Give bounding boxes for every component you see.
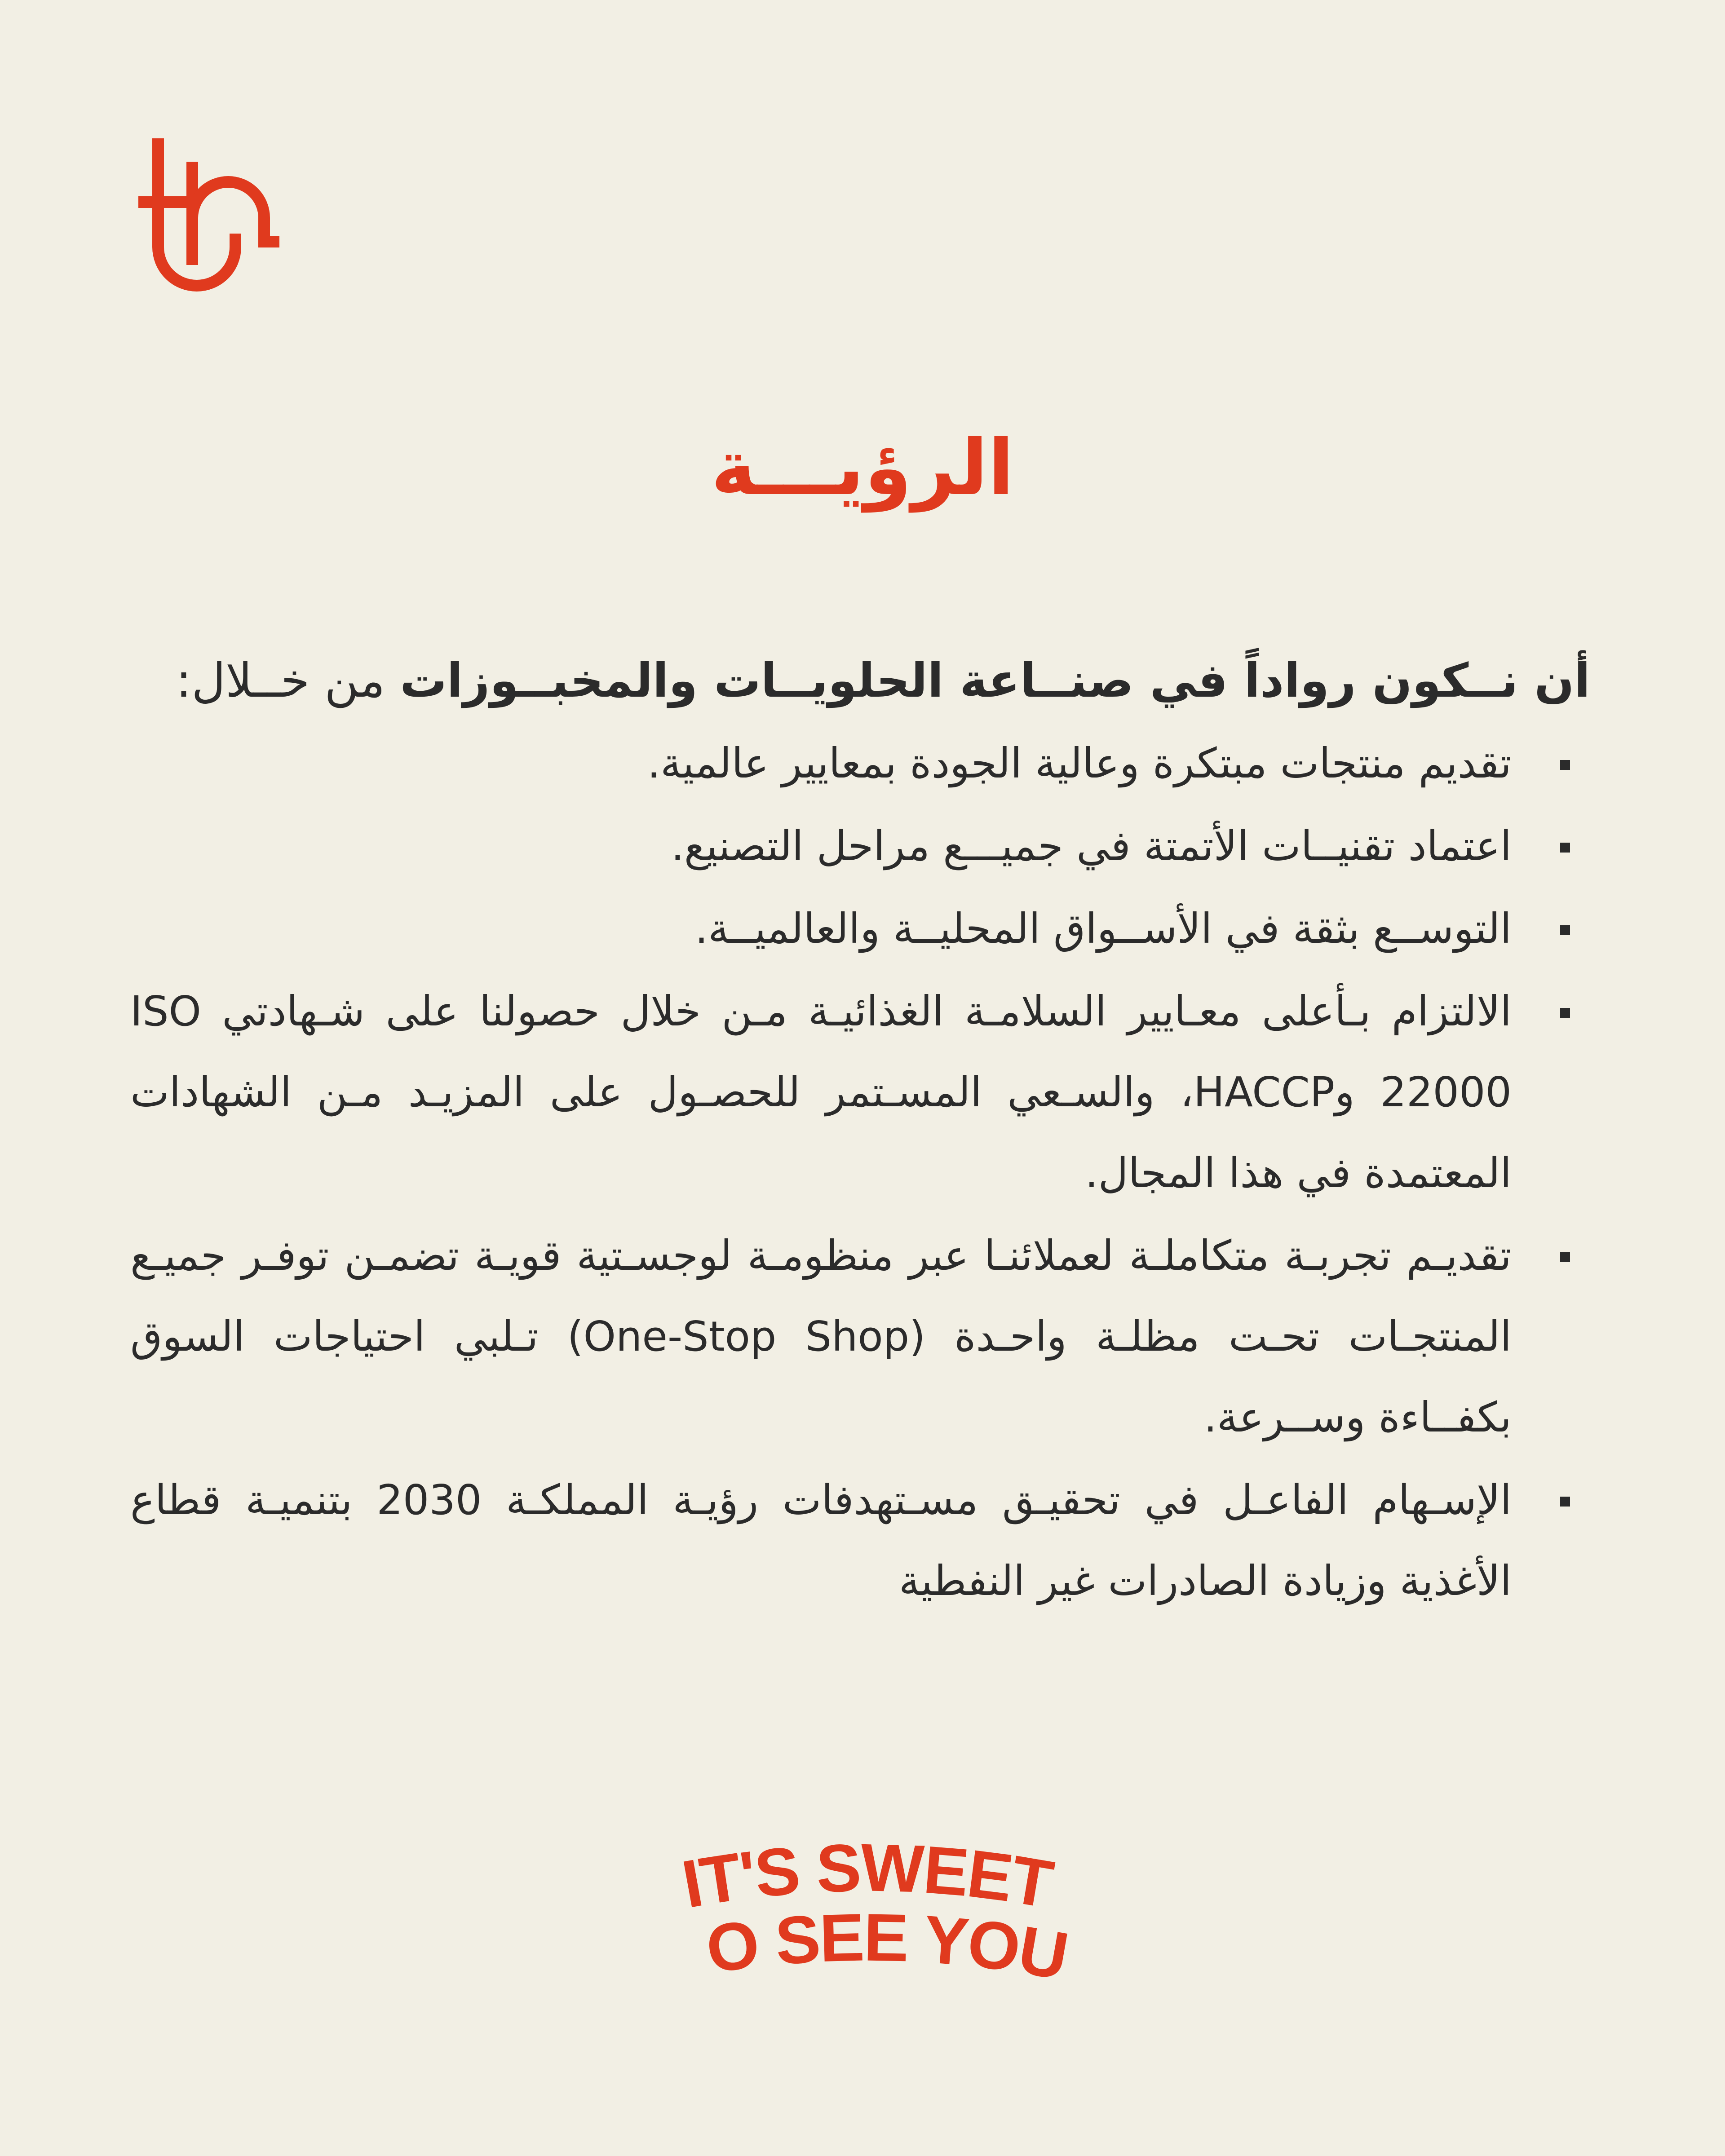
bullet-icon [1560, 1252, 1570, 1262]
brand-logo [135, 135, 288, 305]
list-item: الإسـهام الفاعـل في تحقيـق مسـتهدفات رؤيـة المملكـة 2030 بتنميـة قطاع الأغذية وزيادة الصادرات غير النفطية [130, 1460, 1590, 1621]
list-item: تقديم منتجات مبتكرة وعالية الجودة بمعايير عالمية. [130, 723, 1590, 804]
list-item: التوســع بثقة في الأســواق المحليــة والعالميــة. [130, 888, 1590, 969]
slogan-wordmark [665, 1833, 1069, 2003]
bullet-icon [1560, 843, 1570, 853]
slogan-line-1: IT'S SWEET [677, 1833, 1057, 1922]
bullet-icon [1560, 760, 1570, 770]
bullet-icon [1560, 1497, 1570, 1507]
page-title: الرؤيـــة [711, 424, 1014, 512]
intro-paragraph [130, 642, 1590, 719]
bullet-icon [1560, 1008, 1570, 1018]
vision-points-list [130, 723, 1590, 1621]
bullet-icon [1560, 925, 1570, 935]
intro-bold-text: أن نــكون رواداً في صنــاعة الحلويــات والمخبــوزات [400, 653, 1590, 708]
intro-rest-text: من خــلال: [176, 653, 400, 708]
slogan-logo [665, 1833, 1069, 2003]
vision-content [130, 642, 1590, 1623]
list-item: اعتماد تقنيــات الأتمتة في جميـــع مراحل التصنيع. [130, 806, 1590, 887]
slogan-line-2: O SEE YOU [702, 1899, 1069, 1994]
th-monogram-icon [135, 135, 288, 305]
list-item: الالتزام بـأعلى معـايير السلامـة الغذائيـة مـن خلال حصولنا على شـهادتي ISO 22000 وHACCP، والسـعي المسـتمر للحصـول على المزيـد مـن الشهادات المعتمدة في هذا المجال. [130, 971, 1590, 1214]
list-item: تقديـم تجربـة متكاملـة لعملائنـا عبر منظومـة لوجسـتية قويـة تضمـن توفـر جميـع المنتجـات تحـت مظلـة واحـدة (One-Stop Shop) تـلبي احتياجات السوق بكفــاءة وســرعة. [130, 1215, 1590, 1458]
